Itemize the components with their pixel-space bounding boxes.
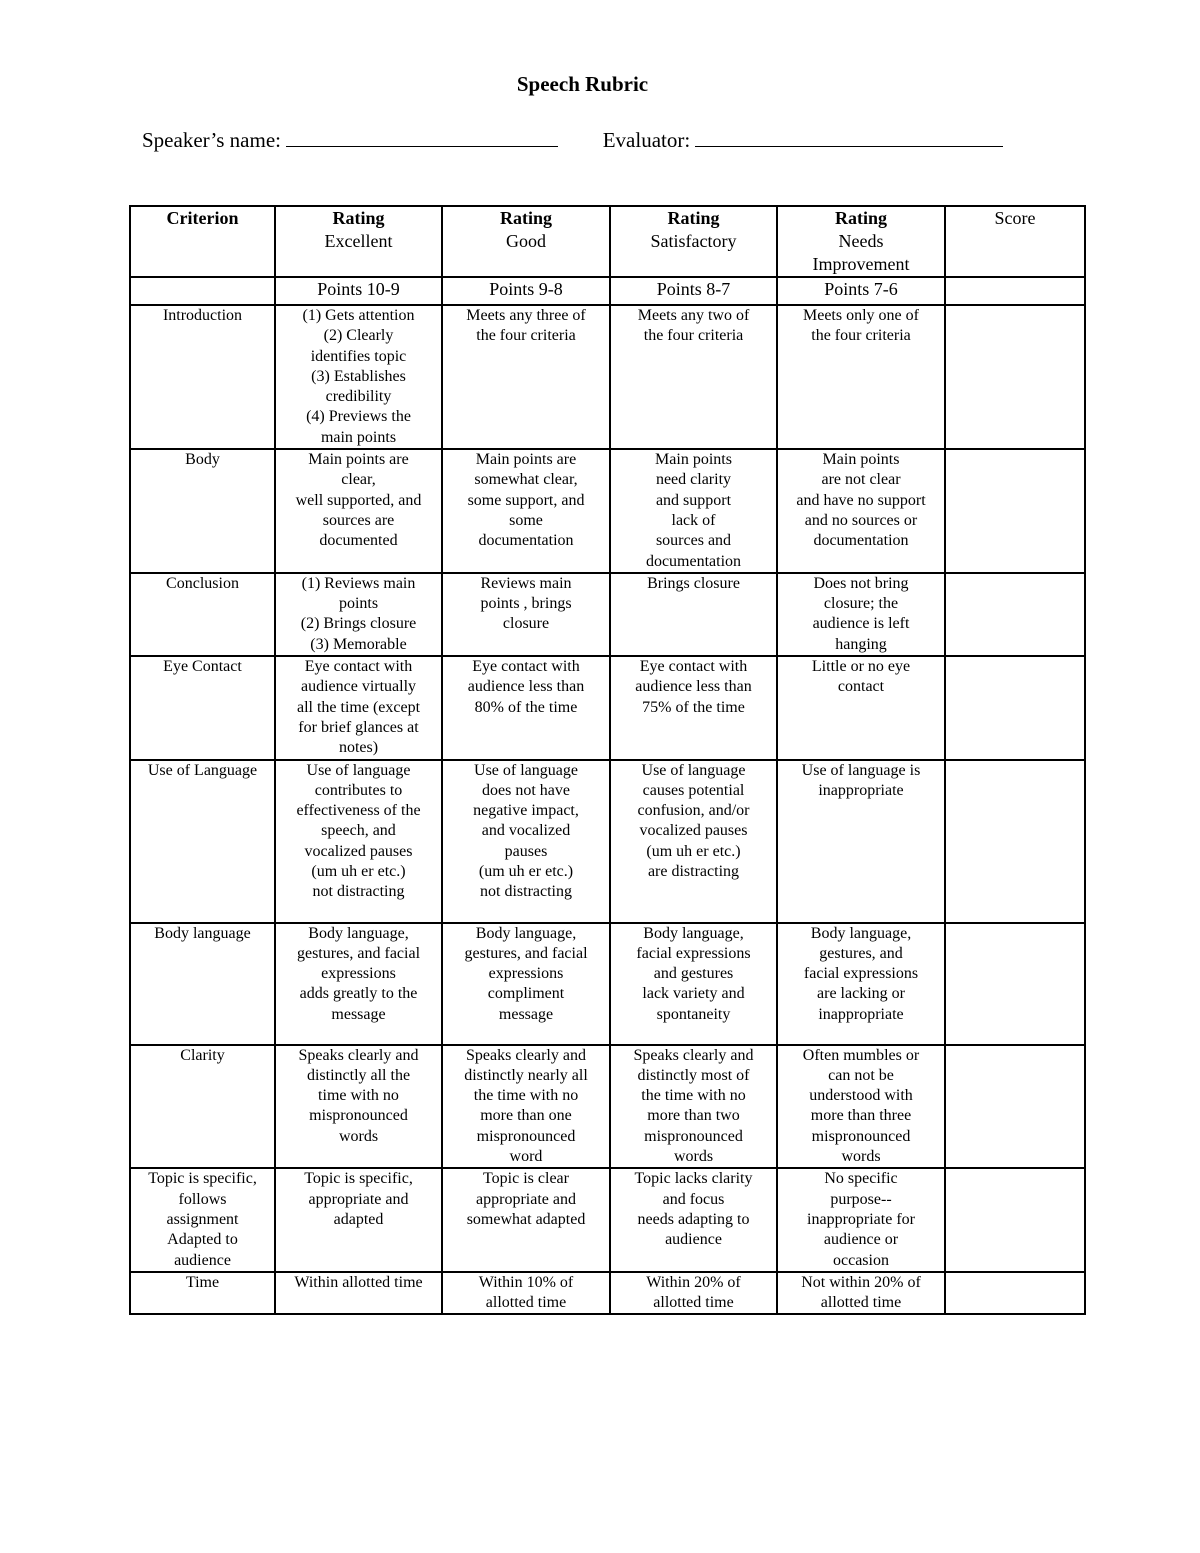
score-cell[interactable] (945, 760, 1085, 923)
criterion-cell: Introduction (130, 305, 275, 449)
rating-cell-needs-improvement: Main points are not clear and have no support and no sources or documentation (777, 449, 945, 573)
criterion-cell: Time (130, 1272, 275, 1315)
rating-cell-good: Meets any three of the four criteria (442, 305, 610, 449)
rating-cell-needs-improvement: No specific purpose-- inappropriate for audience or occasion (777, 1168, 945, 1271)
header-row (130, 206, 1085, 277)
score-cell[interactable] (945, 923, 1085, 1045)
speaker-name-blank[interactable] (286, 126, 558, 147)
rating-cell-needs-improvement: Often mumbles or can not be understood with more than three mispronounced words (777, 1045, 945, 1169)
speaker-name-label: Speaker’s name: (142, 128, 281, 152)
rating-cell-excellent: Use of language contributes to effectiveness of the speech, and vocalized pauses (um uh er etc.) not distracting (275, 760, 442, 923)
rating-cell-satisfactory: Speaks clearly and distinctly most of the time with no more than two mispronounced words (610, 1045, 777, 1169)
rating-cell-good: Reviews main points , brings closure (442, 573, 610, 656)
criterion-cell: Clarity (130, 1045, 275, 1169)
rating-cell-satisfactory: Brings closure (610, 573, 777, 656)
rating-cell-excellent: (1) Reviews main points (2) Brings closure (3) Memorable (275, 573, 442, 656)
criterion-cell: Body language (130, 923, 275, 1045)
score-cell[interactable] (945, 449, 1085, 573)
rating-cell-satisfactory: Body language, facial expressions and gestures lack variety and spontaneity (610, 923, 777, 1045)
rubric-table (129, 205, 1086, 1315)
criterion-cell: Body (130, 449, 275, 573)
score-cell[interactable] (945, 1168, 1085, 1271)
rating-cell-good: Within 10% of allotted time (442, 1272, 610, 1315)
table-row (130, 449, 1085, 573)
rating-cell-excellent: Within allotted time (275, 1272, 442, 1315)
rating-cell-excellent: Speaks clearly and distinctly all the time with no mispronounced words (275, 1045, 442, 1169)
points-excellent: Points 10-9 (275, 277, 442, 305)
rating-cell-good: Body language, gestures, and facial expressions compliment message (442, 923, 610, 1045)
points-criterion-cell (130, 277, 275, 305)
rating-cell-satisfactory: Eye contact with audience less than 75% of the time (610, 656, 777, 759)
header-needs-improvement: Rating Needs Improvement (777, 206, 945, 277)
rating-cell-good: Topic is clear appropriate and somewhat adapted (442, 1168, 610, 1271)
table-row (130, 656, 1085, 759)
rating-cell-needs-improvement: Little or no eye contact (777, 656, 945, 759)
page-title: Speech Rubric (516, 72, 649, 96)
points-row (130, 277, 1085, 305)
table-row (130, 1272, 1085, 1315)
header-excellent: Rating Excellent (275, 206, 442, 277)
score-cell[interactable] (945, 1272, 1085, 1315)
score-cell[interactable] (945, 573, 1085, 656)
criterion-cell: Topic is specific, follows assignment Adapted to audience (130, 1168, 275, 1271)
rating-cell-good: Speaks clearly and distinctly nearly all the time with no more than one mispronounced word (442, 1045, 610, 1169)
table-row (130, 305, 1085, 449)
evaluator-label: Evaluator: (602, 128, 691, 152)
rating-cell-satisfactory: Main points need clarity and support lack of sources and documentation (610, 449, 777, 573)
points-score-cell (945, 277, 1085, 305)
evaluator-name-blank[interactable] (695, 126, 1003, 147)
names-line (142, 126, 1003, 153)
rating-cell-excellent: Main points are clear, well supported, and sources are documented (275, 449, 442, 573)
score-cell[interactable] (945, 656, 1085, 759)
criterion-cell: Conclusion (130, 573, 275, 656)
rating-cell-needs-improvement: Does not bring closure; the audience is left hanging (777, 573, 945, 656)
rating-cell-needs-improvement: Meets only one of the four criteria (777, 305, 945, 449)
score-cell[interactable] (945, 1045, 1085, 1169)
table-row (130, 760, 1085, 923)
rating-cell-excellent: Eye contact with audience virtually all the time (except for brief glances at notes) (275, 656, 442, 759)
rating-cell-needs-improvement: Not within 20% of allotted time (777, 1272, 945, 1315)
criterion-cell: Use of Language (130, 760, 275, 923)
table-row (130, 1045, 1085, 1169)
score-cell[interactable] (945, 305, 1085, 449)
points-needs-improvement: Points 7-6 (777, 277, 945, 305)
header-criterion: Criterion (130, 206, 275, 277)
rating-cell-excellent: (1) Gets attention (2) Clearly identifies topic (3) Establishes credibility (4) Previews the main points (275, 305, 442, 449)
rating-cell-satisfactory: Use of language causes potential confusion, and/or vocalized pauses (um uh er etc.) are distracting (610, 760, 777, 923)
table-row (130, 573, 1085, 656)
rating-cell-excellent: Topic is specific, appropriate and adapted (275, 1168, 442, 1271)
points-satisfactory: Points 8-7 (610, 277, 777, 305)
rating-cell-satisfactory: Meets any two of the four criteria (610, 305, 777, 449)
rating-cell-satisfactory: Topic lacks clarity and focus needs adapting to audience (610, 1168, 777, 1271)
rating-cell-needs-improvement: Body language, gestures, and facial expressions are lacking or inappropriate (777, 923, 945, 1045)
rating-cell-needs-improvement: Use of language is inappropriate (777, 760, 945, 923)
rating-cell-good: Main points are somewhat clear, some support, and some documentation (442, 449, 610, 573)
rating-cell-good: Use of language does not have negative impact, and vocalized pauses (um uh er etc.) not distracting (442, 760, 610, 923)
criterion-cell: Eye Contact (130, 656, 275, 759)
header-satisfactory: Rating Satisfactory (610, 206, 777, 277)
points-good: Points 9-8 (442, 277, 610, 305)
table-row (130, 1168, 1085, 1271)
rating-cell-excellent: Body language, gestures, and facial expressions adds greatly to the message (275, 923, 442, 1045)
header-good: Rating Good (442, 206, 610, 277)
rating-cell-satisfactory: Within 20% of allotted time (610, 1272, 777, 1315)
rating-cell-good: Eye contact with audience less than 80% of the time (442, 656, 610, 759)
header-score: Score (945, 206, 1085, 277)
table-row (130, 923, 1085, 1045)
